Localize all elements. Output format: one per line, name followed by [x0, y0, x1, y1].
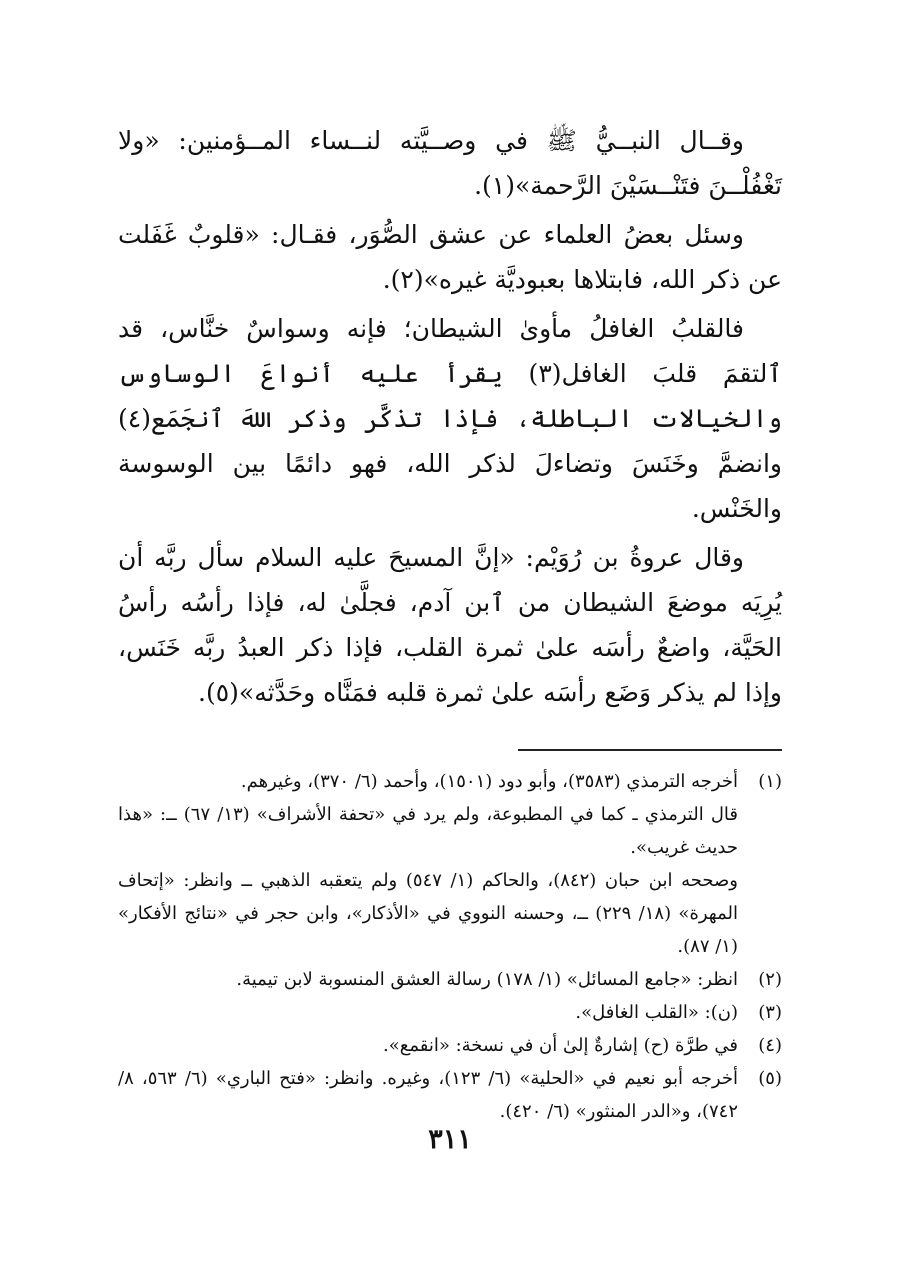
footnote-body: [118, 1029, 738, 1062]
footnote-text: وصححه ابن حبان (٨٤٢)، والحاكم (١/ ٥٤٧) ولم يتعقبه الذهبي ــ وانظر: «إتحاف المهرة» (١٨/ ٢٢٩) ــ، وحسنه النووي في «الأذكار»، وابن حجر في «نتائج الأفكار» (١/ ٨٧).: [118, 870, 738, 957]
paragraph-3: فالقلبُ الغافلُ مأوىٰ الشيطان؛ فإنه وسواسٌ خنَّاس، قد ٱلتقمَ قلبَ الغافل(٣) يقرأ عليه أنواعَ الوساوس والخيالات الباطلة، فإذا تذكَّر وذكر اللهَ ٱنجَمَع(٤) وانضمَّ وخَنَسَ وتضاءلَ لذكر الله، فهو دائمًا بين الوسوسة والخَنْس.: [118, 314, 782, 523]
paragraph-4: وقال عروةُ بن رُوَيْم: «إنَّ المسيحَ عليه السلام سأل ربَّه أن يُرِيَه موضعَ الشيطان من ٱبن آدم، فجلَّىٰ له، فإذا رأسُه رأسُ الحَيَّة، واضعٌ رأسَه علىٰ ثمرة القلب، فإذا ذكر العبدُ ربَّه خَنَس، وإذا لم يذكر وَضَع رأسَه علىٰ ثمرة قلبه فمَنَّاه وحَدَّثه»(٥).: [118, 543, 782, 707]
footnote-body: [118, 1062, 738, 1128]
footnote-2: [118, 963, 782, 996]
footnote-3: [118, 996, 782, 1029]
footnote-text: أخرجه أبو نعيم في «الحلية» (٦/ ١٢٣)، وغيره. وانظر: «فتح الباري» (٦/ ٥٦٣، ٨/ ٧٤٢)، و«الدر المنثور» (٦/ ٤٢٠).: [118, 1068, 738, 1122]
footnote-separator: [518, 749, 782, 751]
main-text: [118, 118, 782, 715]
footnote-5: [118, 1062, 782, 1128]
footnote-number: (٣): [758, 1002, 782, 1023]
footnote-text: (ن): «القلب الغافل».: [575, 1002, 738, 1023]
footnote-number: (٤): [758, 1035, 782, 1056]
footnote-body: [118, 963, 738, 996]
paragraph-1: وقــال النبــيُّ ﷺ في وصــيَّته لنــساء المــؤمنين: «ولا تَغْفُلْــنَ فتَنْــسَيْنَ الرَّحمة»(١).: [118, 126, 782, 200]
footnote-text: في طرَّة (ح) إشارةٌ إلىٰ أن في نسخة: «انقمع».: [383, 1035, 738, 1056]
footnote-1-continuation: [118, 798, 782, 963]
footnotes: [118, 765, 782, 1128]
footnote-4: [118, 1029, 782, 1062]
paragraph-2: وسئل بعضُ العلماء عن عشق الصُّوَر، فقـال: «قلوبٌ غَفَلت عن ذكر الله، فابتلاها بعبوديَّة غيره»(٢).: [118, 220, 782, 294]
footnote-text: انظر: «جامع المسائل» (١/ ١٧٨) رسالة العشق المنسوبة لابن تيمية.: [236, 969, 738, 990]
page-number: ٣١١: [428, 1124, 472, 1155]
footnote-body: [118, 996, 738, 1029]
footnote-1: [118, 765, 782, 798]
footnote-number: (١): [758, 771, 782, 792]
footnote-body: [118, 798, 738, 963]
footnote-text: أخرجه الترمذي (٣٥٨٣)، وأبو دود (١٥٠١)، وأحمد (٦/ ٣٧٠)، وغيرهم.: [240, 771, 738, 792]
footnote-text: قال الترمذي ـ كما في المطبوعة، ولم يرد في «تحفة الأشراف» (١٣/ ٦٧) ــ: «هذا حديث غريب».: [118, 804, 738, 858]
page: [118, 118, 782, 1128]
footnote-number: (٥): [758, 1068, 782, 1089]
footnote-body: [118, 765, 738, 798]
footnote-number: (٢): [758, 969, 782, 990]
